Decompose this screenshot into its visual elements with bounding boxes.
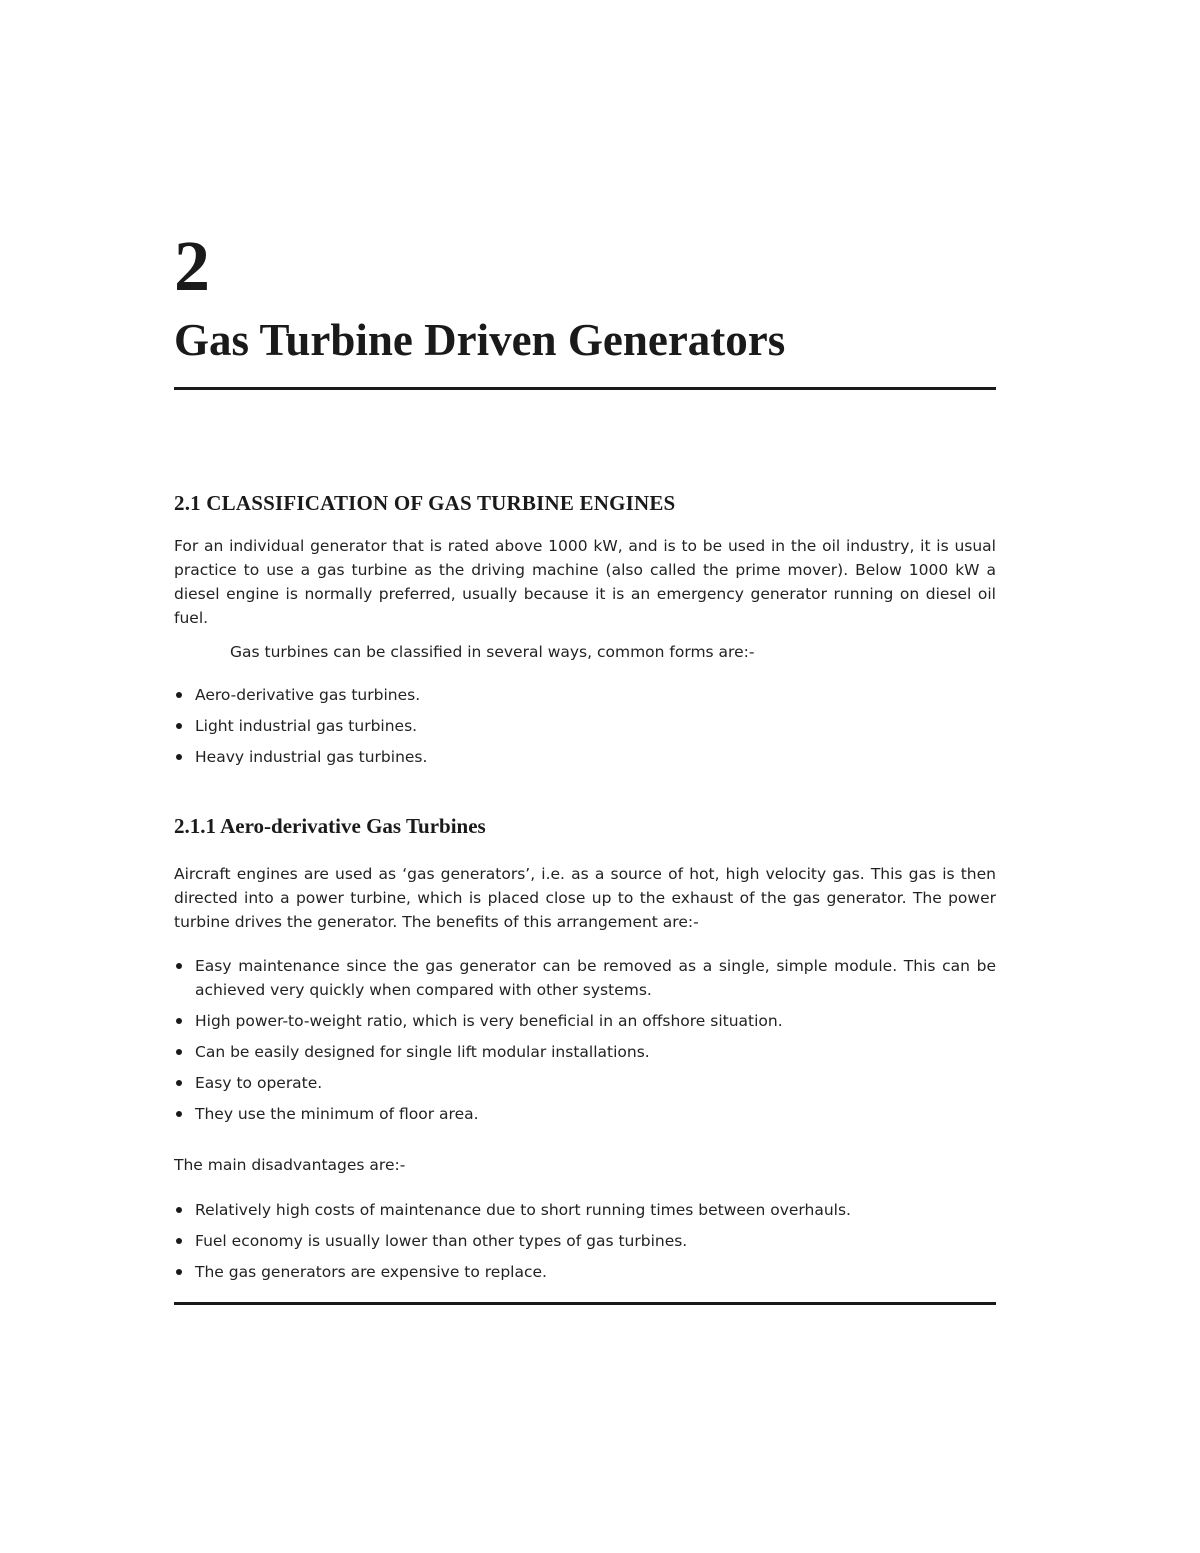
- list-item-text: Easy maintenance since the gas generator can be removed as a single, simple module. This can be achieved very quickly when compared with other systems.: [195, 957, 996, 999]
- bullet-icon: [176, 1207, 182, 1213]
- bullet-icon: [176, 1018, 182, 1024]
- chapter-title: Gas Turbine Driven Generators: [174, 315, 786, 365]
- benefits-list: [174, 954, 996, 1133]
- list-item-text: Can be easily designed for single lift modular installations.: [195, 1043, 650, 1061]
- turbine-forms-list: [174, 683, 996, 776]
- list-item: [174, 1071, 996, 1095]
- list-item-text: The gas generators are expensive to replace.: [195, 1263, 547, 1281]
- list-item-text: High power-to-weight ratio, which is very beneficial in an offshore situation.: [195, 1012, 783, 1030]
- intro-paragraph: For an individual generator that is rated above 1000 kW, and is to be used in the oil industry, it is usual practice to use a gas turbine as the driving machine (also called the prime mover). Below 1000 kW a diesel engine is normally preferred, usually because it is an emergency generator running on diesel oil fuel.: [174, 537, 996, 627]
- list-item: [174, 1102, 996, 1126]
- classification-paragraph: Gas turbines can be classified in several ways, common forms are:-: [230, 643, 755, 661]
- list-item-text: Light industrial gas turbines.: [195, 717, 418, 735]
- list-item: [174, 1198, 996, 1222]
- bullet-icon: [176, 692, 182, 698]
- bullet-icon: [176, 754, 182, 760]
- bullet-icon: [176, 1080, 182, 1086]
- section-end-rule: [174, 1302, 996, 1305]
- list-item-text: They use the minimum of floor area.: [195, 1105, 479, 1123]
- disadvantages-intro: The main disadvantages are:-: [174, 1156, 406, 1174]
- chapter-number: 2: [174, 226, 210, 306]
- disadvantages-list: [174, 1198, 996, 1291]
- list-item-text: Easy to operate.: [195, 1074, 323, 1092]
- chapter-title-rule: [174, 387, 996, 390]
- list-item-text: Fuel economy is usually lower than other types of gas turbines.: [195, 1232, 688, 1250]
- bullet-icon: [176, 723, 182, 729]
- bullet-icon: [176, 1269, 182, 1275]
- section-heading: 2.1 CLASSIFICATION OF GAS TURBINE ENGINES: [174, 491, 676, 515]
- list-item: [174, 1040, 996, 1064]
- list-item: [174, 1009, 996, 1033]
- subsection-heading: 2.1.1 Aero-derivative Gas Turbines: [174, 814, 486, 838]
- list-item: [174, 683, 996, 707]
- list-item: [174, 1260, 996, 1284]
- aero-derivative-paragraph: Aircraft engines are used as ‘gas generators’, i.e. as a source of hot, high velocity gas. This gas is then directed into a power turbine, which is placed close up to the exhaust of the gas generator. The power turbine drives the generator. The benefits of this arrangement are:-: [174, 865, 996, 931]
- list-item: [174, 954, 996, 1002]
- bullet-icon: [176, 1049, 182, 1055]
- list-item: [174, 714, 996, 738]
- list-item-text: Aero-derivative gas turbines.: [195, 686, 421, 704]
- list-item-text: Heavy industrial gas turbines.: [195, 748, 428, 766]
- list-item: [174, 1229, 996, 1253]
- bullet-icon: [176, 963, 182, 969]
- list-item: [174, 745, 996, 769]
- bullet-icon: [176, 1111, 182, 1117]
- bullet-icon: [176, 1238, 182, 1244]
- list-item-text: Relatively high costs of maintenance due to short running times between overhauls.: [195, 1201, 851, 1219]
